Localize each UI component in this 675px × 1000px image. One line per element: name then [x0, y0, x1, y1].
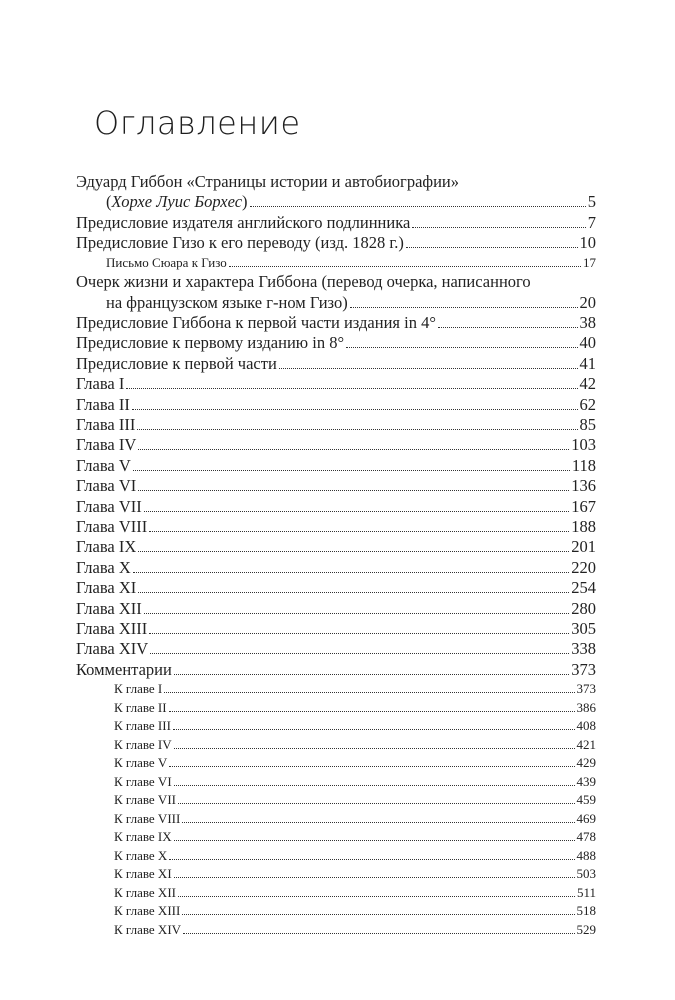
dot-leader	[137, 429, 577, 430]
toc-entry-label: Глава XIV	[76, 639, 149, 659]
dot-leader	[138, 551, 569, 552]
toc-page-number: 136	[571, 476, 596, 496]
toc-entry-label: К главе X	[114, 847, 168, 863]
dot-leader	[169, 711, 575, 712]
dot-leader	[150, 653, 569, 654]
toc-entry-label: К главе XII	[114, 884, 176, 900]
toc-entry-comments[interactable]	[76, 660, 596, 680]
toc-entry-label: К главе VIII	[114, 810, 181, 826]
toc-entry-label: Письмо Сюара к Гизо	[106, 254, 227, 270]
dot-leader	[149, 531, 569, 532]
toc-entry-comment-chapter-10[interactable]	[76, 847, 596, 866]
toc-entry-essay-line1	[76, 272, 596, 292]
toc-entry-comment-chapter-11[interactable]	[76, 865, 596, 884]
dot-leader	[438, 327, 578, 328]
toc-entry-publisher-preface[interactable]	[76, 213, 596, 233]
dot-leader	[178, 803, 575, 804]
dot-leader	[229, 266, 581, 267]
toc-page-number: 429	[576, 755, 596, 771]
toc-entry-gibbon-preface-first-part[interactable]	[76, 313, 596, 333]
toc-page-number: 7	[587, 212, 596, 232]
toc-page-number: 5	[587, 192, 596, 212]
toc-entry-chapter-13[interactable]	[76, 619, 596, 639]
page-title: Оглавление	[94, 104, 301, 142]
toc-entry-chapter-4[interactable]	[76, 435, 596, 455]
toc-entry-chapter-1[interactable]	[76, 374, 596, 394]
toc-entry-label: К главе II	[114, 699, 167, 715]
dot-leader	[164, 692, 574, 693]
dot-leader	[169, 859, 574, 860]
toc-entry-label: Предисловие Гиббона к первой части издания in 4°	[76, 312, 436, 332]
toc-page-number: 17	[583, 254, 596, 270]
toc-entry-comment-chapter-13[interactable]	[76, 902, 596, 921]
toc-page-number: 20	[579, 292, 596, 312]
toc-entry-chapter-12[interactable]	[76, 599, 596, 619]
toc-page-number: 518	[576, 903, 596, 919]
dot-leader	[174, 785, 575, 786]
toc-entry-suard-letter[interactable]	[76, 254, 596, 273]
toc-entry-label: Комментарии	[76, 659, 172, 679]
toc-entry-label: Предисловие издателя английского подлинника	[76, 212, 411, 232]
toc-page-number: 62	[579, 394, 596, 414]
dot-leader	[126, 388, 577, 389]
toc-entry-chapter-2[interactable]	[76, 395, 596, 415]
dot-leader	[174, 748, 575, 749]
toc-page-number: 408	[576, 718, 596, 734]
toc-entry-comment-chapter-6[interactable]	[76, 773, 596, 792]
dot-leader	[169, 766, 574, 767]
dot-leader	[144, 613, 569, 614]
dot-leader	[174, 840, 575, 841]
toc-page-number: 85	[579, 414, 596, 434]
toc-entry-label: К главе I	[114, 681, 163, 697]
toc-page-number: 42	[579, 374, 596, 394]
toc-entry-comment-chapter-5[interactable]	[76, 754, 596, 773]
toc-entry-label: К главе XI	[114, 866, 172, 882]
toc-page-number: 529	[576, 921, 596, 937]
toc-entry-label: Предисловие Гизо к его переводу (изд. 1828 г.)	[76, 233, 404, 253]
toc-entry-label: Глава VI	[76, 476, 137, 496]
chapter-list	[76, 374, 596, 660]
table-of-contents	[76, 172, 596, 939]
toc-entry-chapter-9[interactable]	[76, 537, 596, 557]
dot-leader	[406, 247, 578, 248]
toc-page-number: 10	[579, 233, 596, 253]
dot-leader	[138, 449, 569, 450]
toc-entry-label: К главе VI	[114, 773, 172, 789]
toc-entry-chapter-7[interactable]	[76, 497, 596, 517]
toc-entry-chapter-10[interactable]	[76, 558, 596, 578]
toc-entry-label: Глава IV	[76, 435, 137, 455]
dot-leader	[174, 674, 569, 675]
toc-page-number: 459	[576, 792, 596, 808]
toc-entry-label: Глава III	[76, 414, 136, 434]
toc-entry-essay[interactable]	[76, 293, 596, 313]
toc-page-number: 373	[576, 681, 596, 697]
dot-leader	[132, 409, 578, 410]
toc-entry-label: Предисловие к первому изданию in 8°	[76, 333, 345, 353]
toc-entry-chapter-8[interactable]	[76, 517, 596, 537]
toc-page-number: 254	[571, 578, 596, 598]
dot-leader	[182, 822, 574, 823]
dot-leader	[174, 877, 575, 878]
toc-entry-label: Глава VIII	[76, 517, 148, 536]
toc-entry-label: Глава XI	[76, 578, 137, 598]
toc-entry-label: Глава II	[76, 394, 130, 414]
toc-entry-label: Глава X	[76, 557, 131, 577]
comment-chapter-list	[76, 680, 596, 939]
dot-leader	[133, 572, 569, 573]
toc-page-number: 118	[571, 455, 596, 475]
toc-entry-comment-chapter-9[interactable]	[76, 828, 596, 847]
dot-leader	[138, 592, 569, 593]
dot-leader	[178, 896, 575, 897]
dot-leader	[182, 914, 574, 915]
dot-leader	[149, 633, 569, 634]
toc-page-number: 511	[576, 884, 596, 900]
dot-leader	[183, 933, 574, 934]
toc-page-number: 280	[571, 598, 596, 618]
toc-entry-label: Глава I	[76, 374, 125, 394]
toc-entry-label: Глава IX	[76, 537, 137, 557]
toc-entry-chapter-6[interactable]	[76, 476, 596, 496]
dot-leader	[412, 227, 585, 228]
dot-leader	[144, 511, 569, 512]
toc-entry-label: Эдуард Гиббон «Страницы истории и автобиографии»	[76, 172, 459, 191]
toc-entry-label: Глава VII	[76, 496, 142, 516]
toc-page-number: 421	[576, 736, 596, 752]
toc-entry-chapter-14[interactable]	[76, 639, 596, 659]
toc-entry-chapter-3[interactable]	[76, 415, 596, 435]
toc-entry-label: Глава XII	[76, 598, 142, 618]
toc-entry-label: К главе III	[114, 718, 171, 734]
toc-page-number: 439	[576, 773, 596, 789]
toc-entry-chapter-11[interactable]	[76, 578, 596, 598]
toc-page-number: 38	[579, 312, 596, 332]
toc-page-number: 188	[571, 517, 596, 536]
toc-entry-guizot-preface[interactable]	[76, 233, 596, 253]
toc-page-number: 503	[576, 866, 596, 882]
toc-entry-comment-chapter-8[interactable]	[76, 810, 596, 829]
toc-entry-comment-chapter-4[interactable]	[76, 736, 596, 755]
toc-entry-preface-first-part[interactable]	[76, 354, 596, 374]
toc-entry-label: Глава XIII	[76, 619, 148, 639]
author-name: Хорхе Луис Борхес	[111, 192, 243, 212]
toc-page-number: 373	[571, 659, 596, 679]
toc-page-number: 40	[579, 333, 596, 353]
toc-page-number: 305	[571, 619, 596, 639]
dot-leader	[250, 206, 586, 207]
toc-entry-label: Предисловие к первой части	[76, 353, 277, 373]
toc-entry-label: Глава V	[76, 455, 131, 475]
toc-entry-comment-chapter-1[interactable]	[76, 680, 596, 699]
toc-page-number: 103	[571, 435, 596, 455]
toc-page-number: 201	[571, 537, 596, 557]
toc-entry-preface-first-edition[interactable]	[76, 333, 596, 353]
toc-entry-label: (Хорхе Луис Борхес)	[106, 192, 248, 212]
toc-entry-comment-chapter-2[interactable]	[76, 699, 596, 718]
toc-entry-comment-chapter-12[interactable]	[76, 884, 596, 903]
toc-entry-label: К главе V	[114, 755, 168, 771]
toc-page-number: 220	[571, 557, 596, 577]
toc-entry-label: К главе IX	[114, 829, 172, 845]
toc-page-number: 469	[576, 810, 596, 826]
toc-entry-label: на французском языке г-ном Гизо)	[106, 292, 348, 312]
toc-entry-label: К главе VII	[114, 792, 176, 808]
toc-entry-comment-chapter-7[interactable]	[76, 791, 596, 810]
toc-entry-gibbon-borges[interactable]	[76, 192, 596, 212]
toc-entry-comment-chapter-3[interactable]	[76, 717, 596, 736]
toc-entry-chapter-5[interactable]	[76, 456, 596, 476]
dot-leader	[350, 307, 578, 308]
toc-entry-label: К главе IV	[114, 736, 172, 752]
dot-leader	[346, 347, 577, 348]
toc-page-number: 478	[576, 829, 596, 845]
toc-page-number: 167	[571, 496, 596, 516]
toc-entry-label: К главе XIII	[114, 903, 181, 919]
toc-page-number: 41	[579, 353, 596, 373]
dot-leader	[173, 729, 575, 730]
toc-page-number: 338	[571, 639, 596, 659]
toc-page-number: 386	[576, 699, 596, 715]
dot-leader	[138, 490, 569, 491]
dot-leader	[133, 470, 570, 471]
toc-entry-comment-chapter-14[interactable]	[76, 921, 596, 940]
toc-entry-label: Очерк жизни и характера Гиббона (перевод очерка, написанного	[76, 272, 531, 292]
dot-leader	[279, 368, 578, 369]
toc-entry-gibbon-borges-line1	[76, 172, 596, 192]
toc-page-number: 488	[576, 847, 596, 863]
toc-entry-label: К главе XIV	[114, 921, 182, 937]
